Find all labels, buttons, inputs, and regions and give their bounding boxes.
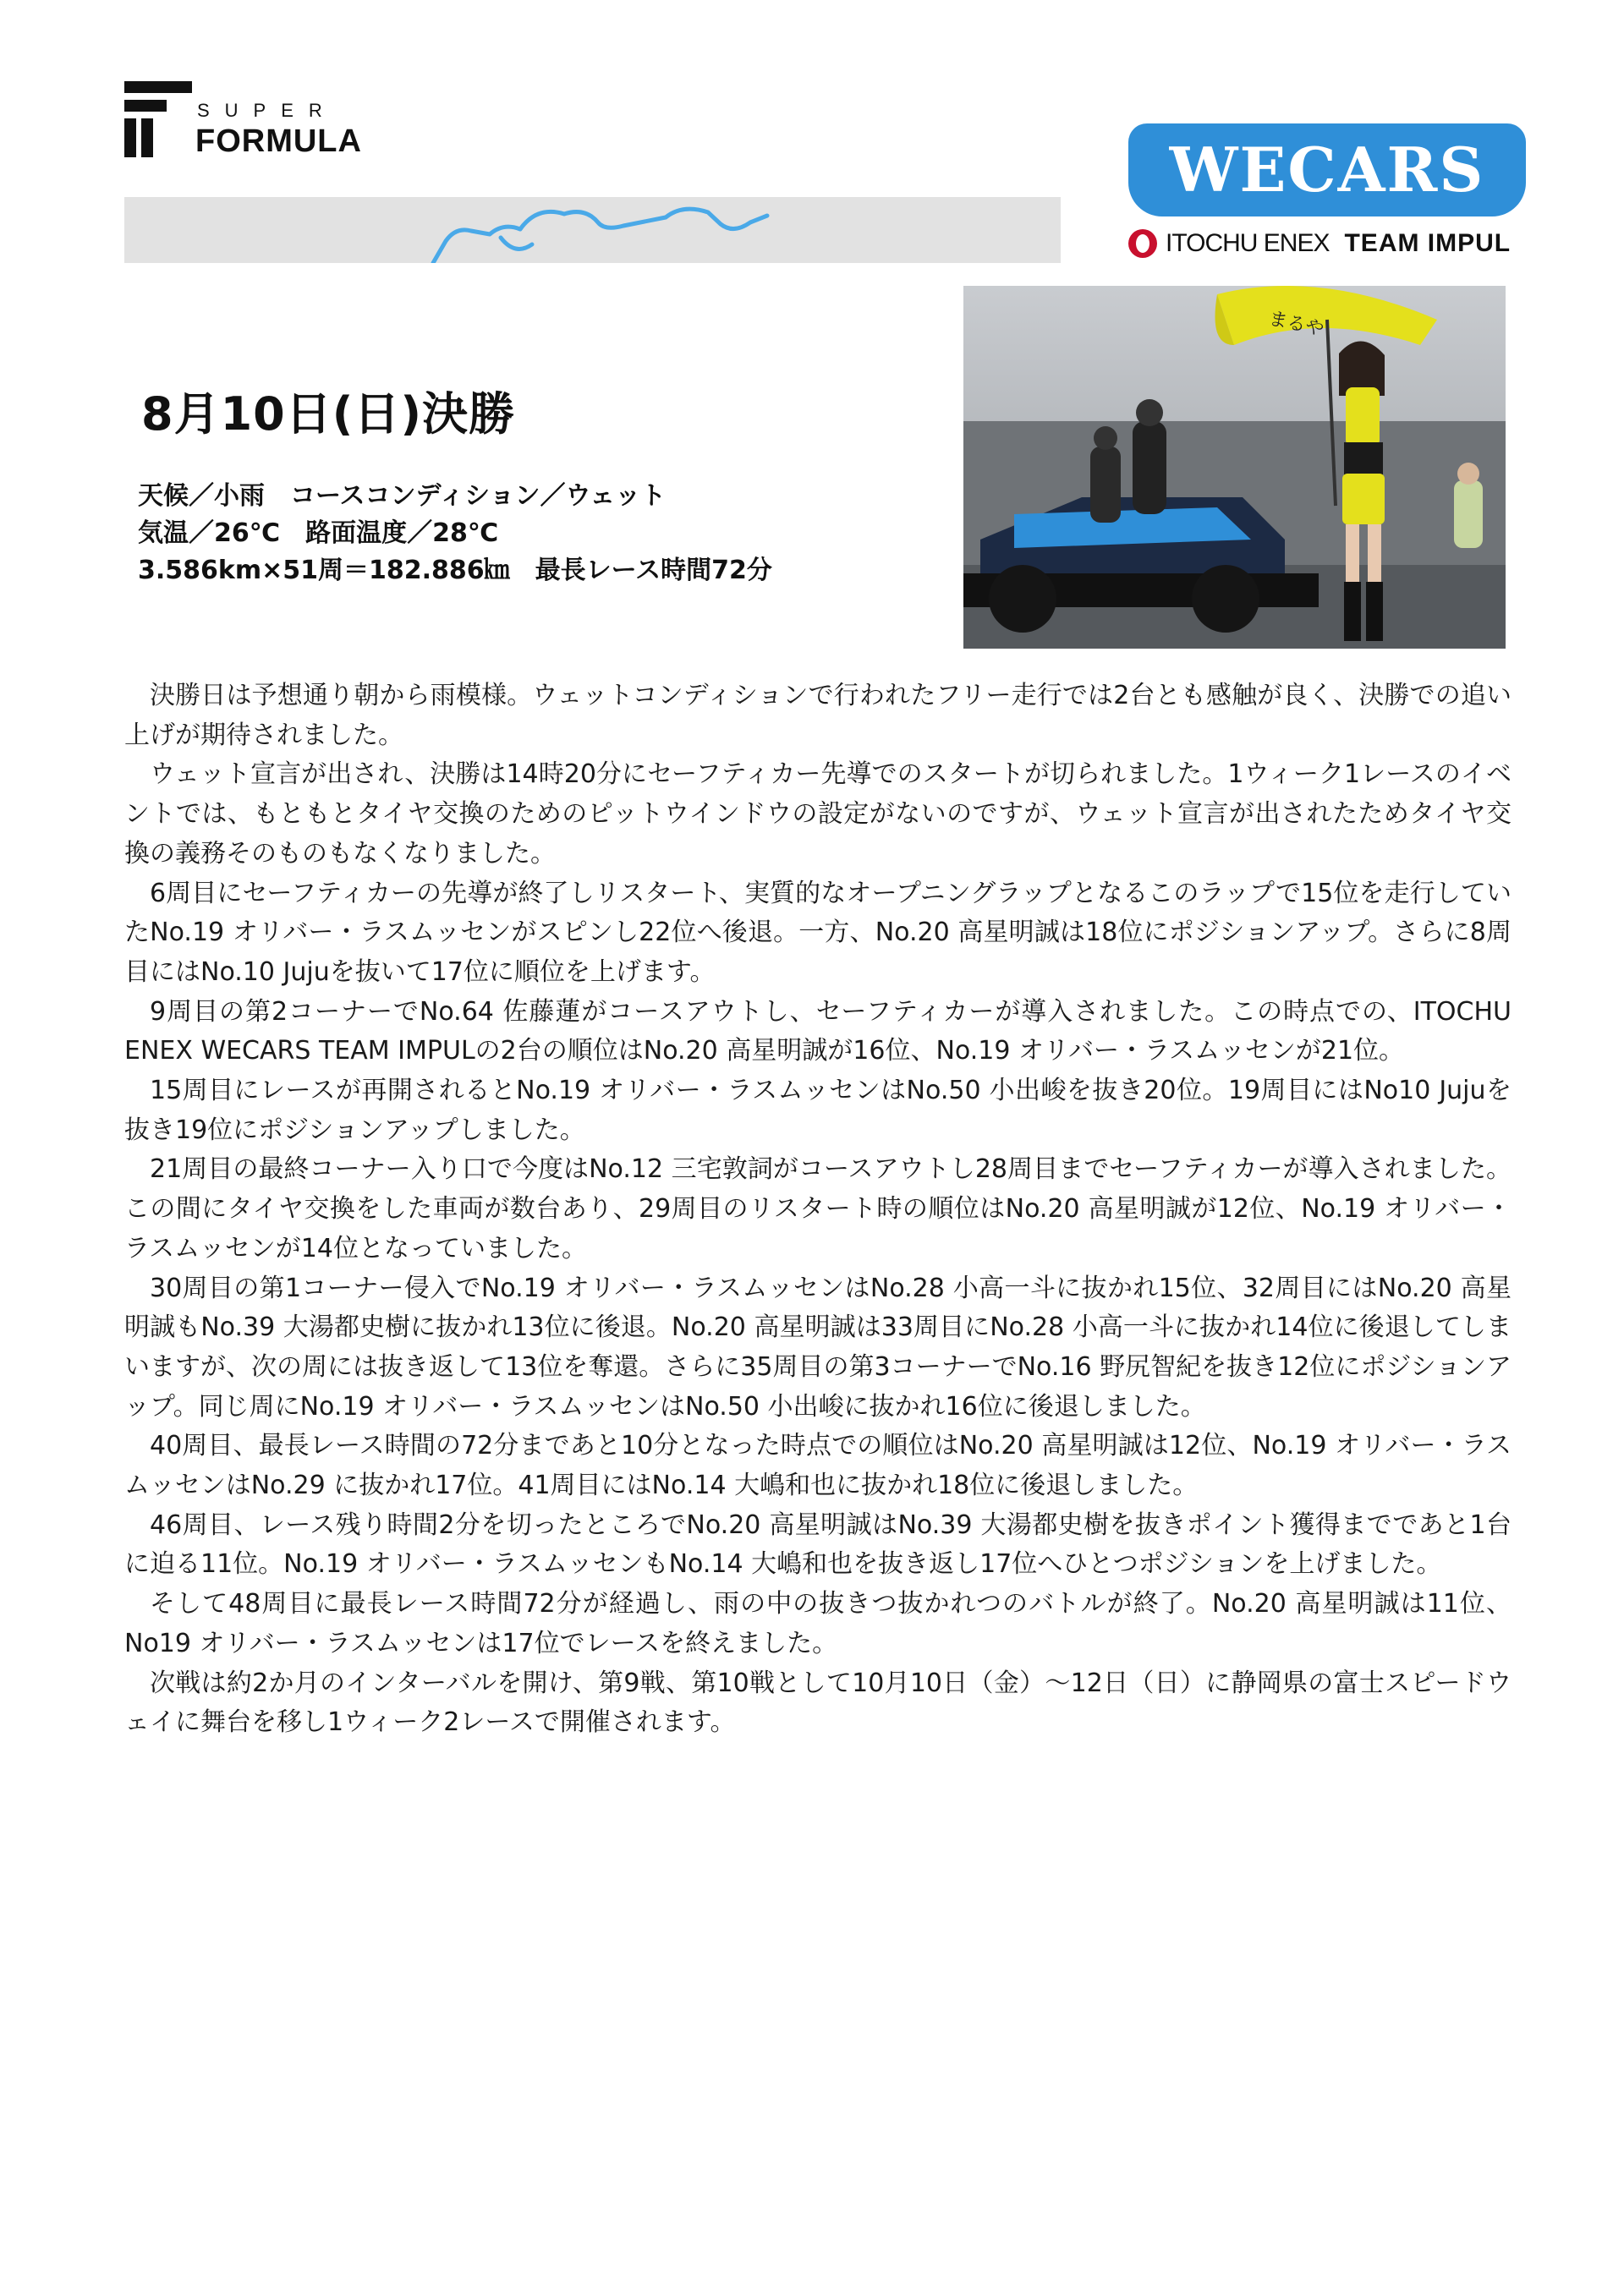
itochu-enex-mark-icon — [1128, 229, 1157, 258]
report-paragraph: 6周目にセーフティカーの先導が終了しリスタート、実質的なオープニングラップとなるこのラップで15位を走行していたNo.19 オリバー・ラスムッセンがスピンし22位へ後退。一方、No.20 高星明誠は18位にポジションアップ。さらに8周目にはNo.10 Jujuを抜いて17位に順位を上げます。 — [124, 878, 1512, 987]
race-conditions — [138, 478, 772, 589]
report-paragraph: 40周目、最長レース時間の72分まであと10分となった時点での順位はNo.20 高星明誠は12位、No.19 オリバー・ラスムッセンはNo.29 に抜かれ17位。41周目にはNo.14 大嶋和也に抜かれ18位に後退しました。 — [124, 1431, 1512, 1501]
track-banner — [124, 197, 1061, 263]
team-name-prefix: ITOCHU ENEX — [1166, 229, 1330, 257]
team-brand-logo — [1128, 123, 1526, 267]
circuit-outline-icon — [124, 197, 1061, 263]
logo-formula-text: FORMULA — [195, 123, 362, 159]
report-paragraph: 9周目の第2コーナーでNo.64 佐藤蓮がコースアウトし、セーフティカーが導入されました。この時点での、ITOCHU ENEX WECARS TEAM IMPULの2台の順位はNo.20 高星明誠が16位、No.19 オリバー・ラスムッセンが21位。 — [124, 996, 1512, 1066]
team-name-line — [1128, 227, 1526, 260]
super-formula-mark-icon — [124, 81, 192, 166]
report-paragraph: そして48周目に最長レース時間72分が経過し、雨の中の抜きつ抜かれつのバトルが終了。No.20 高星明誠は11位、No19 オリバー・ラスムッセンは17位でレースを終えました。 — [124, 1589, 1512, 1658]
report-paragraph: 次戦は約2か月のインターバルを開け、第9戦、第10戦として10月10日（金）～12日（日）に静岡県の富士スピードウェイに舞台を移し1ウィーク2レースで開催されます。 — [124, 1668, 1512, 1738]
race-grid-photo — [963, 286, 1506, 649]
report-paragraph: 30周目の第1コーナー侵入でNo.19 オリバー・ラスムッセンはNo.28 小高一斗に抜かれ15位、32周目にはNo.20 高星明誠もNo.39 大湯都史樹に抜かれ13位に後退。No.20 高星明誠は33周目にNo.28 小高一斗に抜かれ14位に後退してしまいますが、次の周には抜き返して13位を奪還。さらに35周目の第3コーナーでNo.16 野尻智紀を抜き12位にポジションアップ。同じ周にNo.19 オリバー・ラスムッセンはNo.50 小出峻に抜かれ16位に後退しました。 — [124, 1273, 1512, 1422]
temperature-line: 気温／26℃ 路面温度／28℃ — [138, 518, 499, 548]
report-paragraph: 15周目にレースが再開されるとNo.19 オリバー・ラスムッセンはNo.50 小出峻を抜き20位。19周目にはNo10 Jujuを抜き19位にポジションアップしました。 — [124, 1076, 1512, 1145]
report-paragraph: 21周目の最終コーナー入り口で今度はNo.12 三宅敦詞がコースアウトし28周目までセーフティカーが導入されました。この間にタイヤ交換をした車両が数台あり、29周目のリスタート時の順位はNo.20 高星明誠が12位、No.19 オリバー・ラスムッセンが14位となっていました。 — [124, 1154, 1512, 1263]
race-queen-image — [963, 286, 1506, 649]
wecars-badge: WECARS — [1128, 123, 1526, 216]
weather-line: 天候／小雨 コースコンディション／ウェット — [138, 481, 667, 511]
distance-line: 3.586km×51周＝182.886㎞ 最長レース時間72分 — [138, 556, 772, 585]
report-paragraph: 46周目、レース残り時間2分を切ったところでNo.20 高星明誠はNo.39 大湯都史樹を抜きポイント獲得までであと1台に迫る11位。No.19 オリバー・ラスムッセンもNo.14 大嶋和也を抜き返し17位へひとつポジションを上げました。 — [124, 1510, 1512, 1580]
report-paragraph: ウェット宣言が出され、決勝は14時20分にセーフティカー先導でのスタートが切られました。1ウィーク1レースのイベントでは、もともとタイヤ交換のためのピットウインドウの設定がないのですが、ウェット宣言が出されたためタイヤ交換の義務そのものもなくなりました。 — [124, 759, 1512, 869]
race-report — [124, 677, 1512, 1743]
super-formula-logo — [124, 81, 378, 166]
team-name: TEAM IMPUL — [1344, 229, 1512, 257]
page-title: 8月10日(日)決勝 — [141, 387, 516, 441]
logo-super-text: SUPER — [197, 100, 337, 121]
svg-text:まるや: まるや — [1266, 307, 1326, 340]
report-paragraph: 決勝日は予想通り朝から雨模様。ウェットコンディションで行われたフリー走行では2台とも感触が良く、決勝での追い上げが期待されました。 — [124, 681, 1512, 750]
